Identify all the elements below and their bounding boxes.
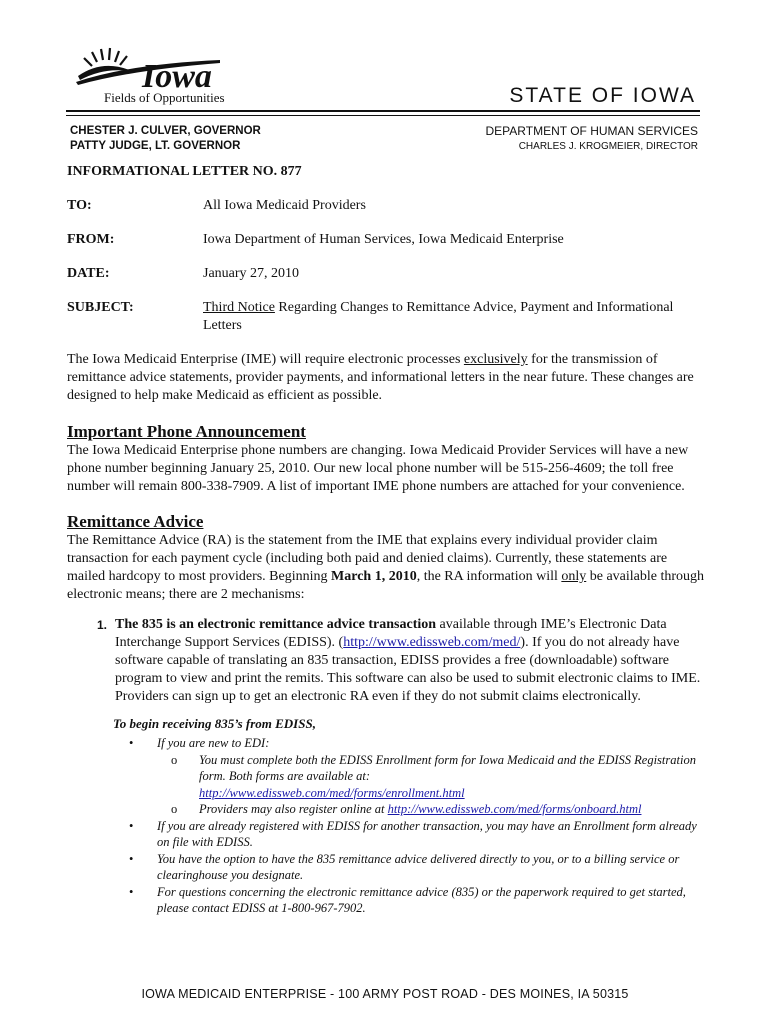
ediss-link[interactable]: http://www.edissweb.com/med/: [343, 635, 521, 650]
to-value: All Iowa Medicaid Providers: [203, 198, 366, 213]
item-bold: The 835 is an electronic remittance advice transaction: [115, 617, 437, 632]
remittance-only: only: [561, 569, 587, 584]
header-rule-thin: [66, 115, 700, 116]
sub-list-item: [167, 752, 707, 802]
page-footer: IOWA MEDICAID ENTERPRISE - 100 ARMY POST ROAD - DES MOINES, IA 50315: [141, 987, 629, 1001]
intro-emphasis: exclusively: [463, 352, 528, 367]
phone-section-title: Important Phone Announcement: [67, 422, 306, 441]
intro-paragraph: [67, 351, 707, 405]
sub-list-item: [167, 801, 707, 818]
date-row: [67, 265, 707, 283]
remittance-section-title: Remittance Advice: [67, 512, 204, 531]
letter-body: [67, 163, 707, 917]
list-item: [127, 735, 707, 818]
remittance-text-3: be available through electronic means; there are 2 mechanisms:: [67, 569, 705, 602]
subject-label: SUBJECT:: [67, 300, 134, 315]
state-title: STATE OF IOWA: [509, 84, 696, 107]
from-value: Iowa Department of Human Services, Iowa Medicaid Enterprise: [203, 232, 564, 247]
onboard-link[interactable]: http://www.edissweb.com/med/forms/onboard.html: [387, 802, 642, 816]
subject-text: Regarding Changes to Remittance Advice, Payment and Informational Letters: [203, 300, 674, 333]
list-item: • You have the option to have the 835 remittance advice delivered directly to you, or to a billing service or clearinghouse you designate.: [127, 851, 707, 884]
begin-heading: To begin receiving 835’s from EDISS,: [113, 716, 316, 731]
intro-text-1: The Iowa Medicaid Enterprise (IME) will require electronic processes: [67, 352, 464, 367]
remittance-text-2: , the RA information will: [416, 569, 562, 584]
governor-block: [70, 124, 261, 154]
department-name: DEPARTMENT OF HUMAN SERVICES: [485, 124, 698, 138]
sub-item-text: You must complete both the EDISS Enrollment form for Iowa Medicaid and the EDISS Registration form. Both forms are available at:: [199, 752, 696, 783]
from-row: [67, 231, 707, 249]
item-number: 1.: [97, 618, 108, 632]
sub-list: [167, 752, 707, 818]
date-label: DATE:: [67, 266, 110, 281]
remittance-date: March 1, 2010: [331, 569, 417, 584]
remittance-text-1: The Remittance Advice (RA) is the statement from the IME that explains every individual provider claim transaction for each payment cycle (including both paid and denied claims). Currently, these statements are mailed hardcopy to most providers. Beginning: [67, 533, 668, 584]
subject-notice: Third Notice: [203, 300, 275, 315]
header-rule: [66, 110, 700, 112]
ediss-steps-list: [127, 735, 707, 917]
letter-number: INFORMATIONAL LETTER NO. 877: [67, 164, 302, 179]
item-text-2: ). If you do not already have software capable of translating an 835 transaction, EDISS provides a free (downloadable) software program to view and print the remits. This software can also be used to submit electronic claims to IME. Providers can sign up to get an electronic RA even if they do not submit claims electronically.: [115, 635, 701, 704]
item-text: [115, 616, 707, 706]
phone-paragraph: The Iowa Medicaid Enterprise phone numbers are changing. Iowa Medicaid Provider Services will have a new phone number beginning January 25, 2010. Our new local phone number will be 515-256-4609; the toll free number will remain 800-338-7909. A list of important IME phone numbers are attached for your convenience.: [67, 443, 689, 494]
sub-item-text: Providers may also register online at: [199, 802, 388, 816]
to-label: TO:: [67, 198, 92, 213]
mechanism-item-1: [97, 616, 707, 706]
item-text-1: available through IME’s Electronic Data Interchange Support Services (EDISS). (: [115, 617, 667, 650]
list-item: • If you are already registered with EDISS for another transaction, you may have an Enrollment form already on file with EDISS.: [127, 818, 707, 851]
bullet-new-to-edi: If you are new to EDI:: [157, 736, 270, 750]
department-block: [486, 123, 698, 155]
date-value: January 27, 2010: [203, 266, 300, 281]
to-row: [67, 197, 707, 215]
subject-row: [67, 299, 707, 335]
svg-text:Iowa: Iowa: [142, 58, 212, 95]
governor-name: CHESTER J. CULVER, GOVERNOR: [70, 125, 261, 137]
list-item: • For questions concerning the electronic remittance advice (835) or the paperwork required to get started, please contact EDISS at 1-800-967-7902.: [127, 884, 707, 917]
logo-tagline: Fields of Opportunities: [104, 90, 225, 105]
subject-value: [203, 299, 707, 335]
remittance-paragraph: [67, 532, 707, 604]
intro-text-2: for the transmission of remittance advice statements, provider payments, and informational letters in the near future. These changes are designed to help make Medicaid as efficient as possible.: [67, 352, 694, 403]
from-label: FROM:: [67, 232, 115, 247]
enrollment-link[interactable]: http://www.edissweb.com/med/forms/enrollment.html: [199, 785, 465, 800]
director-name: CHARLES J. KROGMEIER, DIRECTOR: [518, 141, 698, 152]
lt-governor-name: PATTY JUDGE, LT. GOVERNOR: [70, 140, 241, 152]
